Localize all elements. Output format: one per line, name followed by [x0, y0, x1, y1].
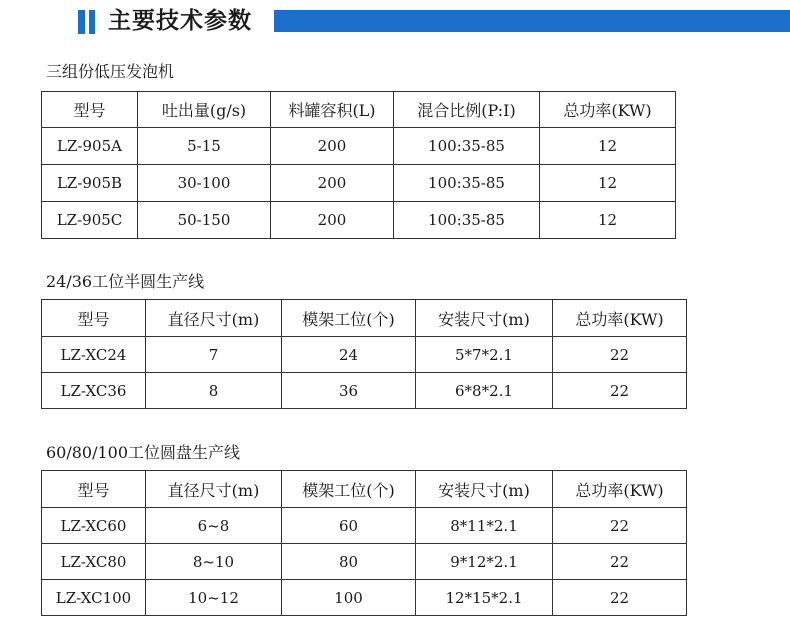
table-cell: 9*12*2.1 — [416, 544, 553, 580]
table-cell: 200 — [271, 128, 394, 165]
table-cell: 12 — [540, 202, 676, 239]
table-cell: 30-100 — [138, 165, 271, 202]
table-cell: 22 — [553, 373, 687, 409]
section-title-semicircle-line: 24/36工位半圆生产线 — [46, 272, 205, 291]
page-title: 主要技术参数 — [108, 8, 252, 34]
table-cell: 100:35-85 — [394, 202, 540, 239]
table-cell: LZ-905C — [42, 202, 138, 239]
table-cell: 24 — [282, 337, 416, 373]
table-cell: 80 — [282, 544, 416, 580]
table-cell: 12 — [540, 128, 676, 165]
table-cell: LZ-XC24 — [42, 337, 146, 373]
table-row — [42, 202, 676, 239]
table-cell: 12 — [540, 165, 676, 202]
table-cell: 50-150 — [138, 202, 271, 239]
table-cell: 22 — [553, 337, 687, 373]
column-header: 吐出量(g/s) — [138, 92, 271, 128]
table-cell: 200 — [271, 165, 394, 202]
table-header-row — [42, 300, 687, 337]
table-cell: 100:35-85 — [394, 165, 540, 202]
table-cell: 36 — [282, 373, 416, 409]
table-row — [42, 373, 687, 409]
table-cell: LZ-XC80 — [42, 544, 146, 580]
table-header-row — [42, 92, 676, 128]
table-cell: 100:35-85 — [394, 128, 540, 165]
table-cell: 6*8*2.1 — [416, 373, 553, 409]
column-header: 混合比例(P:I) — [394, 92, 540, 128]
table-row — [42, 165, 676, 202]
table-cell: 7 — [146, 337, 282, 373]
table-cell: 12*15*2.1 — [416, 580, 553, 616]
column-header: 总功率(KW) — [553, 300, 687, 337]
table-row — [42, 337, 687, 373]
table-cell: 10~12 — [146, 580, 282, 616]
table-cell: LZ-905B — [42, 165, 138, 202]
column-header: 型号 — [42, 92, 138, 128]
spec-table-semicircle-line — [41, 299, 687, 409]
table-row — [42, 580, 687, 616]
table-cell: LZ-905A — [42, 128, 138, 165]
table-cell: LZ-XC36 — [42, 373, 146, 409]
header-accent-line — [274, 10, 790, 32]
column-header: 直径尺寸(m) — [146, 471, 282, 508]
table-cell: 100 — [282, 580, 416, 616]
section-title-disc-line: 60/80/100工位圆盘生产线 — [46, 443, 241, 462]
table-cell: 22 — [553, 544, 687, 580]
column-header: 总功率(KW) — [540, 92, 676, 128]
table-cell: 22 — [553, 580, 687, 616]
table-cell: 6~8 — [146, 508, 282, 544]
spec-table-disc-line — [41, 470, 687, 616]
table-header-row — [42, 471, 687, 508]
column-header: 模架工位(个) — [282, 471, 416, 508]
column-header: 型号 — [42, 471, 146, 508]
column-header: 料罐容积(L) — [271, 92, 394, 128]
table-cell: 22 — [553, 508, 687, 544]
table-row — [42, 544, 687, 580]
spec-table-foam-machine — [41, 91, 676, 239]
table-cell: LZ-XC100 — [42, 580, 146, 616]
column-header: 总功率(KW) — [553, 471, 687, 508]
table-cell: 200 — [271, 202, 394, 239]
column-header: 型号 — [42, 300, 146, 337]
column-header: 模架工位(个) — [282, 300, 416, 337]
table-row — [42, 508, 687, 544]
table-cell: LZ-XC60 — [42, 508, 146, 544]
table-cell: 5*7*2.1 — [416, 337, 553, 373]
table-cell: 8~10 — [146, 544, 282, 580]
table-cell: 8*11*2.1 — [416, 508, 553, 544]
table-cell: 60 — [282, 508, 416, 544]
table-row — [42, 128, 676, 165]
column-header: 安装尺寸(m) — [416, 471, 553, 508]
table-cell: 5-15 — [138, 128, 271, 165]
column-header: 直径尺寸(m) — [146, 300, 282, 337]
header-accent-bar-right — [89, 10, 95, 34]
section-title-foam-machine: 三组份低压发泡机 — [46, 62, 175, 81]
table-cell: 8 — [146, 373, 282, 409]
header-accent-bar-left — [78, 10, 85, 34]
column-header: 安装尺寸(m) — [416, 300, 553, 337]
